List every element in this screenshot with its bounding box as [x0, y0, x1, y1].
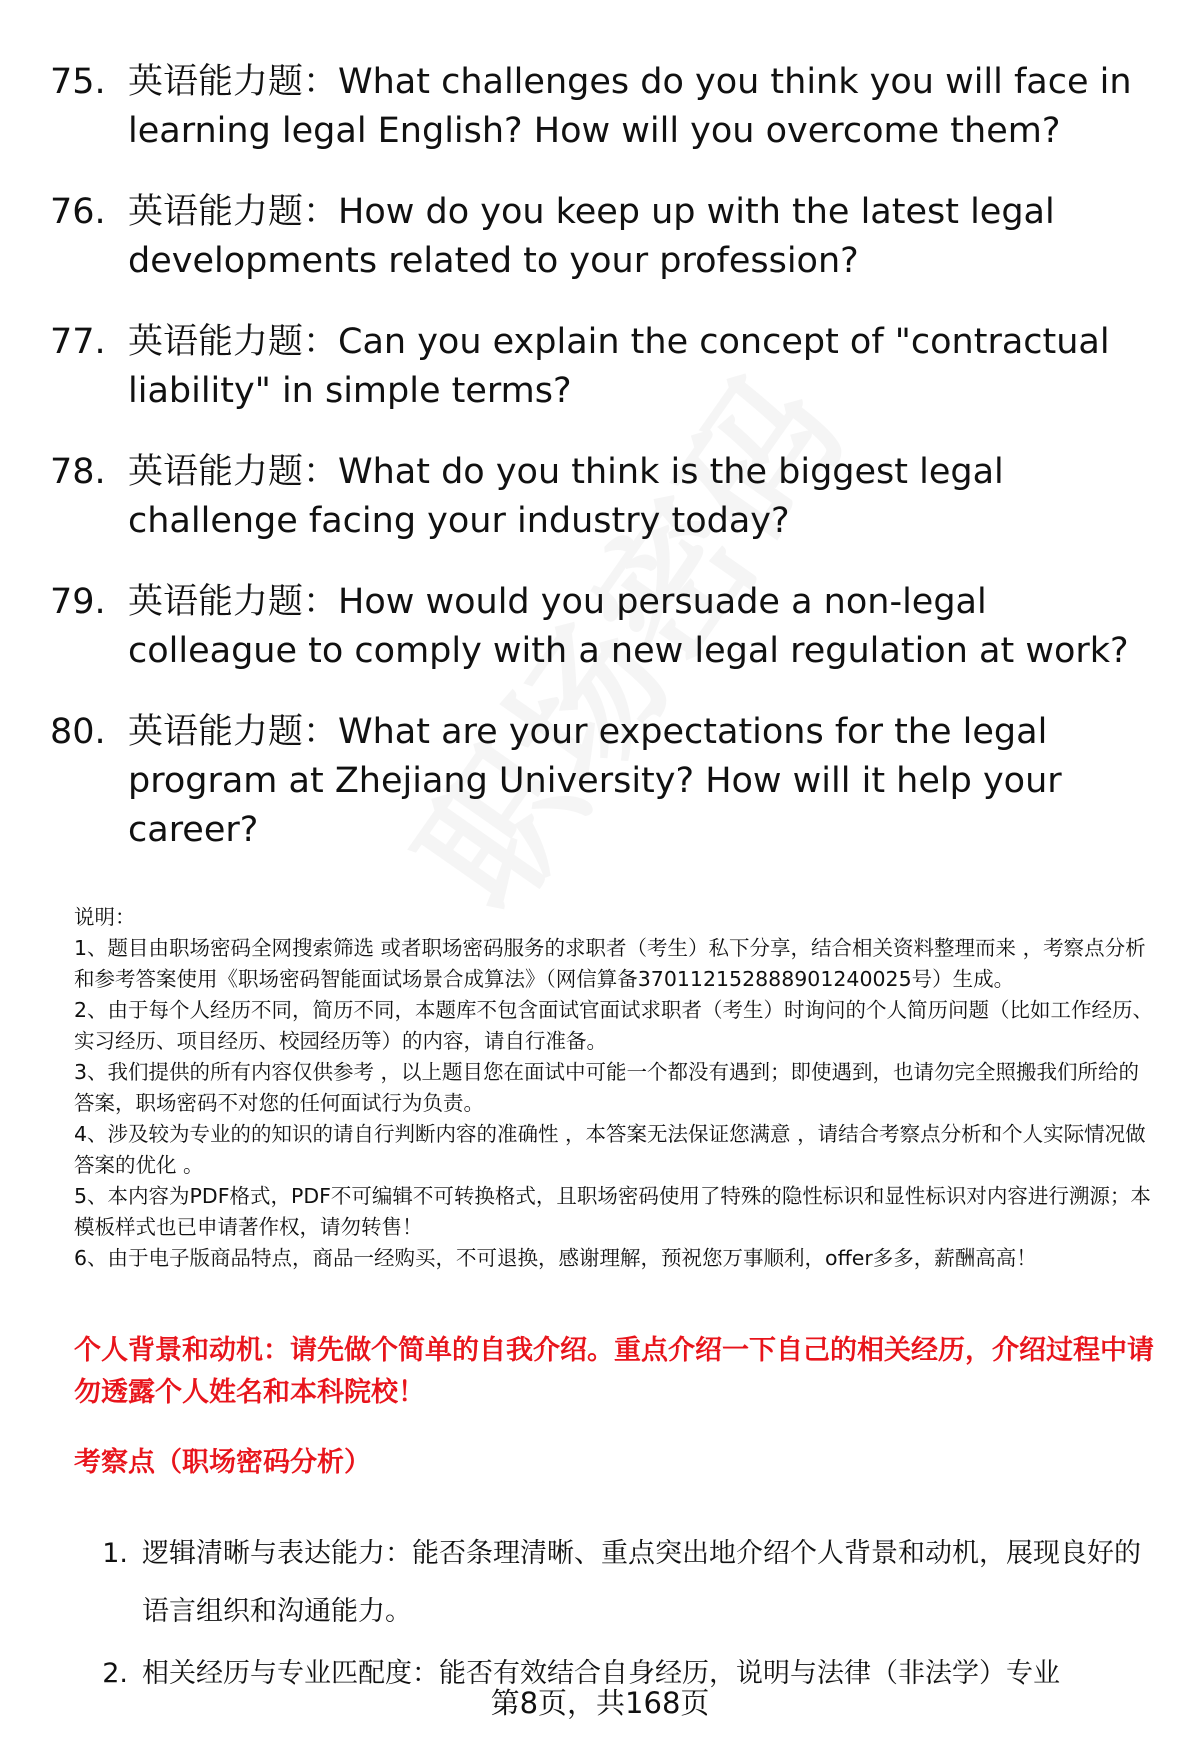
question-item	[50, 318, 1160, 416]
question-list	[50, 58, 1160, 887]
page-footer: 第8页，共168页	[490, 1686, 710, 1720]
question-text: 英语能力题：Can you explain the concept of "contractual liability" in simple terms?	[128, 322, 1110, 411]
question-number: 76.	[50, 192, 106, 232]
analysis-point	[74, 1525, 1154, 1641]
point-text: 相关经历与专业匹配度：能否有效结合自身经历，说明与法律（非法学）专业	[142, 1658, 1060, 1689]
point-number: 2.	[102, 1658, 128, 1689]
notes-section	[74, 902, 1159, 1274]
note-item: 5、本内容为PDF格式，PDF不可编辑不可转换格式，且职场密码使用了特殊的隐性标识和显性标识对内容进行溯源；本模板样式也已申请著作权，请勿转售！	[74, 1184, 1151, 1239]
question-text: 英语能力题：What do you think is the biggest legal challenge facing your industry today?	[128, 452, 1004, 541]
question-number: 78.	[50, 452, 106, 492]
note-item: 3、我们提供的所有内容仅供参考 ，以上题目您在面试中可能一个都没有遇到；即使遇到，也请勿完全照搬我们所给的答案，职场密码不对您的任何面试行为负责。	[74, 1060, 1140, 1115]
note-item: 2、由于每个人经历不同，简历不同，本题库不包含面试官面试求职者（考生）时询问的个人简历问题（比如工作经历、实习经历、项目经历、校园经历等）的内容，请自行准备。	[74, 998, 1154, 1053]
question-item	[50, 448, 1160, 546]
notes-title: 说明：	[74, 905, 136, 929]
note-item: 1、题目由职场密码全网搜索筛选 或者职场密码服务的求职者（考生）私下分享，结合相关资料整理而来 ，考察点分析和参考答案使用《职场密码智能面试场景合成算法》（网信算备370112152888901240025号）生成。	[74, 936, 1146, 991]
note-item: 6、由于电子版商品特点，商品一经购买，不可退换，感谢理解，预祝您万事顺利，offer多多，薪酬高高！	[74, 1246, 1037, 1270]
question-number: 77.	[50, 322, 106, 362]
analysis-heading: 考察点（职场密码分析）	[74, 1447, 371, 1478]
analysis-points	[74, 1525, 1154, 1707]
question-item	[50, 578, 1160, 676]
question-text: 英语能力题：What challenges do you think you will face in learning legal English? How will you overcome them?	[128, 62, 1132, 151]
point-text: 逻辑清晰与表达能力：能否条理清晰、重点突出地介绍个人背景和动机，展现良好的语言组织和沟通能力。	[142, 1538, 1141, 1627]
question-item	[50, 58, 1160, 156]
note-item: 4、涉及较为专业的的知识的请自行判断内容的准确性 ，本答案无法保证您满意 ，请结合考察点分析和个人实际情况做答案的优化 。	[74, 1122, 1146, 1177]
question-text: 英语能力题：What are your expectations for the legal program at Zhejiang University? How will it help your career?	[128, 712, 1062, 850]
question-number: 75.	[50, 62, 106, 102]
question-text: 英语能力题：How do you keep up with the latest legal developments related to your profession?	[128, 192, 1055, 281]
question-number: 79.	[50, 582, 106, 622]
question-text: 英语能力题：How would you persuade a non-legal colleague to comply with a new legal regulation at work?	[128, 582, 1129, 671]
question-number: 80.	[50, 712, 106, 752]
point-number: 1.	[102, 1538, 128, 1569]
question-item	[50, 188, 1160, 286]
question-item	[50, 708, 1160, 855]
section-heading: 个人背景和动机：请先做个简单的自我介绍。重点介绍一下自己的相关经历，介绍过程中请勿透露个人姓名和本科院校！	[74, 1335, 1154, 1408]
